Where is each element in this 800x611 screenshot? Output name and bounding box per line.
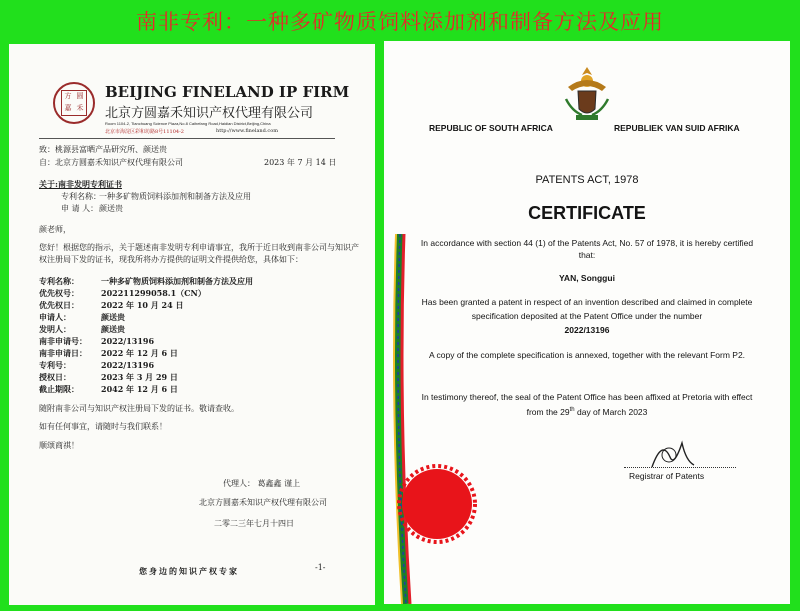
letter-footer: 您身边的知识产权专家 — [139, 566, 239, 576]
sign-date: 二零二三年七月十四日 — [214, 519, 294, 528]
agent-signature: 代理人： 葛鑫鑫 谨上 — [223, 479, 301, 488]
detail-value: 2022 年 10 月 24 日 — [101, 300, 184, 310]
closing-line: 随附南非公司与知识产权注册局下发的证书。敬请查收。 — [39, 404, 239, 413]
header-right: REPUBLIEK VAN SUID AFRIKA — [614, 123, 740, 133]
detail-label: 发明人： — [39, 324, 71, 334]
patentee-name: YAN, Songgui — [559, 273, 615, 283]
detail-label: 专利名称： — [39, 276, 79, 286]
logo-char: 圆 — [76, 92, 84, 100]
firm-address-cn: 北京市海淀区彩和坊路8号11104-2 — [105, 129, 184, 135]
patent-name-value: 一种多矿物质饲料添加剂和制备方法及应用 — [99, 192, 251, 201]
logo-char: 方 — [64, 92, 72, 100]
page-number: -1- — [315, 563, 326, 572]
cert-line: Has been granted a patent in respect of an invention described and claimed in complete — [421, 297, 753, 307]
firm-name-cn: 北京方圆嘉禾知识产权代理有限公司 — [105, 106, 314, 121]
ribbon-icon — [390, 234, 416, 604]
detail-value: 一种多矿物质饲料添加剂和制备方法及应用 — [101, 276, 253, 286]
patent-number: 2022/13196 — [564, 325, 610, 335]
detail-label: 优先权日： — [39, 300, 79, 310]
effective-date — [384, 407, 790, 417]
salutation: 颜老师， — [39, 225, 71, 234]
subject-line: 关于:南非发明专利证书 — [39, 179, 122, 189]
firm-address: Room 1104-2, Tianchuang Science Plaza,No.8 Caihefang Road,Haidian District,Beijing,China — [105, 121, 271, 126]
closing-line: 顺颂商祺！ — [39, 441, 79, 450]
date-ordinal: th — [569, 407, 575, 414]
detail-label: 截止期限： — [39, 384, 79, 394]
registrar-label: Registrar of Patents — [629, 471, 705, 481]
logo-char: 嘉 — [64, 104, 72, 112]
detail-label: 授权日： — [39, 372, 71, 382]
cert-line: that: — [578, 250, 596, 260]
certificate-heading: CERTIFICATE — [528, 203, 646, 223]
detail-label: 申请人： — [39, 312, 71, 322]
detail-value: 2022/13196 — [101, 336, 155, 346]
header-divider — [39, 138, 335, 139]
patent-certificate — [384, 41, 790, 604]
page-title: 南非专利：一种多矿物质饲料添加剂和制备方法及应用 — [136, 10, 664, 34]
cert-line: In accordance with section 44 (1) of the Patents Act, No. 57 of 1978, it is hereby certified — [420, 238, 754, 248]
firm-web: http://www.fineland.com — [216, 128, 278, 134]
detail-value: 2022/13196 — [101, 360, 155, 370]
detail-value: 2042 年 12 月 6 日 — [101, 384, 178, 394]
cert-line: A copy of the complete specification is annexed, together with the relevant Form P2. — [428, 350, 746, 360]
to-line: 致：桃源县富晒产品研究所、颜送贵 — [39, 145, 167, 154]
detail-value: 2023 年 3 月 29 日 — [101, 372, 178, 382]
detail-value: 颜送贵 — [101, 312, 125, 322]
cert-line: specification deposited at the Patent Office under the number — [471, 311, 703, 321]
coat-of-arms-icon — [562, 65, 612, 123]
detail-label: 南非申请号： — [39, 336, 87, 346]
applicant-value: 颜送贵 — [99, 204, 123, 213]
ip-firm-letter — [9, 44, 375, 605]
firm-name-en: BEIJING FINELAND IP FIRM — [105, 83, 350, 101]
from-line: 自：北京方圆嘉禾知识产权代理有限公司 — [39, 158, 183, 167]
signature-line — [624, 467, 736, 468]
body-line: 您好！根据您的指示，关于题述南非发明专利申请事宜，我所于近日收到南非公司与知识产 — [39, 243, 359, 252]
detail-value: 颜送贵 — [101, 324, 125, 334]
detail-label: 优先权号： — [39, 288, 79, 298]
patent-name-label: 专利名称： — [61, 192, 101, 201]
sign-company: 北京方圆嘉禾知识产权代理有限公司 — [199, 498, 327, 507]
effective-date-end: day of March 2023 — [574, 407, 648, 417]
firm-logo — [53, 82, 95, 124]
cert-line: In testimony thereof, the seal of the Patent Office has been affixed at Pretoria with effect — [421, 392, 753, 402]
detail-label: 南非申请日： — [39, 348, 87, 358]
logo-char: 禾 — [76, 104, 84, 112]
applicant-label: 申 请 人： — [61, 204, 99, 213]
detail-value: 2022 年 12 月 6 日 — [101, 348, 178, 358]
effective-date-start: from the 29 — [526, 407, 570, 417]
letter-date: 2023 年 7 月 14 日 — [264, 158, 337, 167]
detail-label: 专利号： — [39, 360, 71, 370]
closing-line: 如有任何事宜，请随时与我们联系！ — [39, 422, 167, 431]
wax-seal-icon — [397, 464, 477, 544]
detail-value: 202211299058.1（CN） — [101, 288, 206, 298]
body-line: 权注册局下发的证书，现我所将办方提供的证明文件提供给您，具体如下： — [39, 255, 303, 264]
header-left: REPUBLIC OF SOUTH AFRICA — [429, 123, 553, 133]
act-title: PATENTS ACT, 1978 — [535, 174, 639, 186]
